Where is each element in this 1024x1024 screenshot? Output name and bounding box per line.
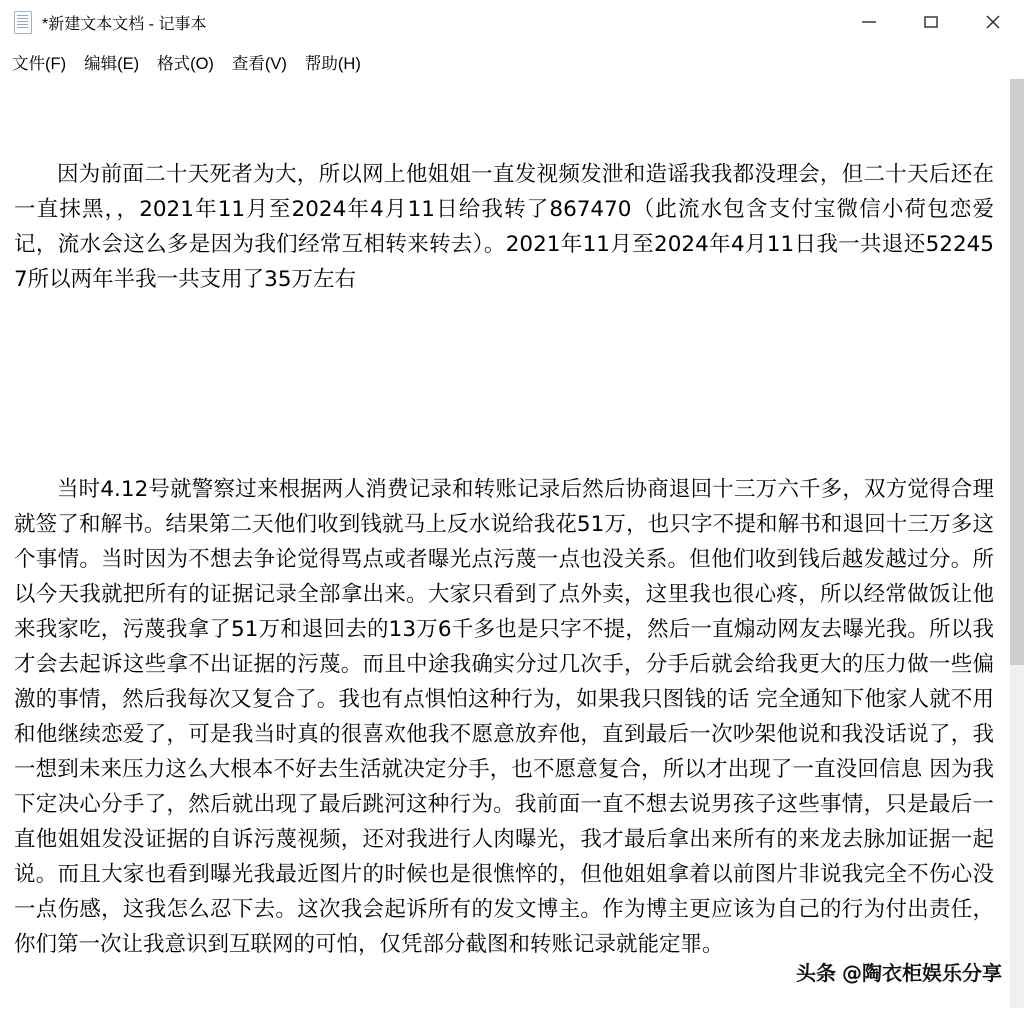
menu-format[interactable]: 格式(O) xyxy=(157,55,214,73)
text-content[interactable] xyxy=(0,79,1010,1024)
title-bar[interactable] xyxy=(0,0,1024,45)
watermark-brand: 头条 xyxy=(796,961,836,985)
editor-paragraph-1: 因为前面二十天死者为大，所以网上他姐姐一直发视频发泄和造谣我我都没理会，但二十天后还在一直抹黑，，2021年11月至2024年4月11日给我转了867470（此流水包含支付宝微信小荷包恋爱记，流水会这么多是因为我们经常互相转来转去）。2021年11月至2024年4月11日我一共退还522457所以两年半我一共支用了35万左右 xyxy=(14,162,994,292)
menu-help[interactable]: 帮助(H) xyxy=(304,55,361,73)
editor-paragraph-2: 当时4.12号就警察过来根据两人消费记录和转账记录后然后协商退回十三万六千多，双方觉得合理就签了和解书。结果第二天他们收到钱就马上反水说给我花51万，也只字不提和解书和退回十三万多这个事情。当时因为不想去争论觉得骂点或者曝光点污蔑一点也没关系。但他们收到钱后越发越过分。所以今天我就把所有的证据记录全部拿出来。大家只看到了点外卖，这里我也很心疼，所以经常做饭让他来我家吃，污蔑我拿了51万和退回去的13万6千多也是只字不提，然后一直煽动网友去曝光我。所以我才会去起诉这些拿不出证据的污蔑。而且中途我确实分过几次手，分手后就会给我更大的压力做一些偏激的事情，然后我每次又复合了。我也有点惧怕这种行为，如果我只图钱的话 完全通知下他家人就不用和他继续恋爱了，可是我当时真的很喜欢他我不愿意放弃他，直到最后一次吵架他说和我没话说了，我一想到未来压力这么大根本不好去生活就决定分手，也不愿意复合，所以才出现了一直没回信息 因为我下定决心分手了，然后就出现了最后跳河这种行为。我前面一直不想去说男孩子这些事情，只是最后一直他姐姐发没证据的自诉污蔑视频，还对我进行人肉曝光，我才最后拿出来所有的来龙去脉加证据一起说。而且大家也看到曝光我最近图片的时候也是很憔悴的，但他姐姐拿着以前图片非说我完全不伤心没一点伤感，这我怎么忍下去。这次我会起诉所有的发文博主。作为博主更应该为自己的行为付出责任，你们第一次让我意识到互联网的可怕，仅凭部分截图和转账记录就能定罪。 xyxy=(14,477,994,957)
editor-area[interactable] xyxy=(0,79,1024,1024)
watermark-handle: @陶衣柜娱乐分享 xyxy=(842,961,1002,985)
window-controls xyxy=(838,0,1024,44)
close-icon[interactable] xyxy=(962,0,1024,44)
window-title: *新建文本文档 - 记事本 xyxy=(42,15,207,33)
vertical-scrollbar[interactable] xyxy=(1010,79,1024,1024)
menu-edit[interactable]: 编辑(E) xyxy=(84,55,140,73)
menu-view[interactable]: 查看(V) xyxy=(231,55,287,73)
bottom-strip xyxy=(0,1008,1024,1024)
vertical-scrollbar-thumb[interactable] xyxy=(1010,79,1024,665)
minimize-icon[interactable] xyxy=(838,0,900,44)
menu-bar xyxy=(0,45,1024,79)
editor-blank-line xyxy=(14,367,994,402)
menu-file[interactable]: 文件(F) xyxy=(12,55,67,73)
notepad-icon xyxy=(12,10,34,34)
maximize-icon[interactable] xyxy=(900,0,962,44)
watermark xyxy=(796,957,1002,986)
